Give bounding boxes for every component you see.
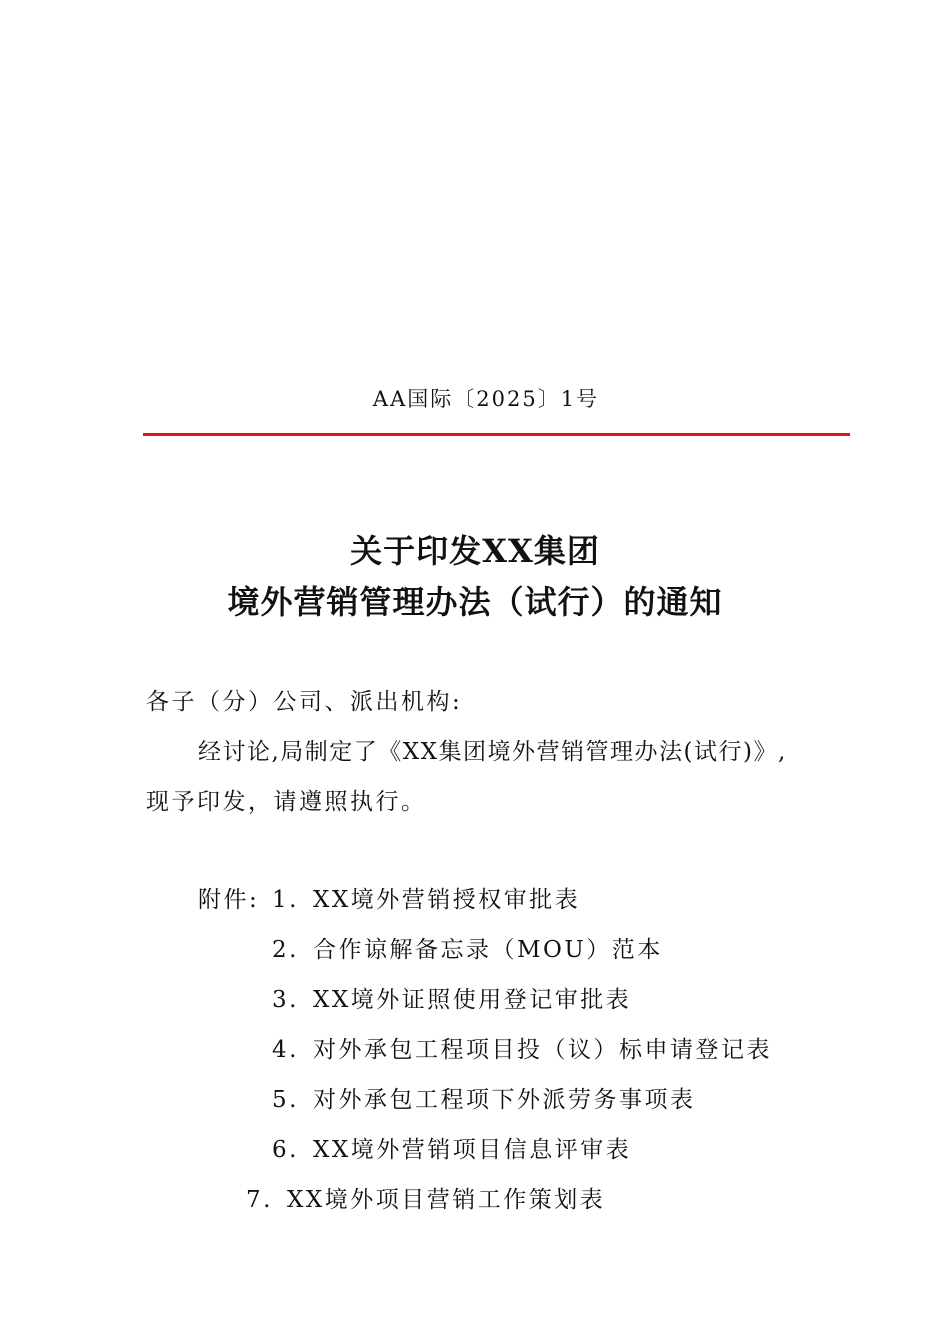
document-number: AA国际〔2025〕1号 <box>372 387 600 411</box>
attachment-item-4 <box>272 1031 772 1064</box>
body-paragraph-line-2: 现予印发，请遵照执行。 <box>146 789 427 815</box>
attachment-item-3 <box>272 981 631 1014</box>
attachment-item-1 <box>272 881 580 914</box>
title-line-2: 境外营销管理办法（试行）的通知 <box>227 583 723 621</box>
body-paragraph-line-1: 经讨论,局制定了《XX集团境外营销管理办法(试行)》, <box>198 739 787 765</box>
attachments-label: 附件: <box>198 887 260 913</box>
salutation: 各子（分）公司、派出机构: <box>146 689 463 715</box>
attachment-title: XX境外营销授权审批表 <box>312 887 581 913</box>
attachment-number: 2. <box>272 937 299 963</box>
title-line-1: 关于印发XX集团 <box>350 532 600 570</box>
attachment-number: 6. <box>272 1137 299 1163</box>
attachment-title: XX境外营销项目信息评审表 <box>312 1137 632 1163</box>
attachment-number: 4. <box>272 1037 299 1063</box>
attachment-item-6 <box>272 1131 631 1164</box>
attachment-title: 对外承包工程项下外派劳务事项表 <box>312 1087 696 1113</box>
attachment-item-7 <box>246 1181 605 1214</box>
attachment-number: 7. <box>246 1187 273 1213</box>
attachment-number: 1. <box>272 887 299 913</box>
attachment-title: XX境外证照使用登记审批表 <box>312 987 632 1013</box>
attachment-title: 合作谅解备忘录（MOU）范本 <box>312 937 663 963</box>
red-header-rule <box>143 433 850 436</box>
attachment-title: XX境外项目营销工作策划表 <box>286 1187 606 1213</box>
attachment-item-5 <box>272 1081 695 1114</box>
attachment-number: 5. <box>272 1087 299 1113</box>
attachment-item-2 <box>272 931 663 964</box>
attachment-number: 3. <box>272 987 299 1013</box>
attachment-title: 对外承包工程项目投（议）标申请登记表 <box>312 1037 772 1063</box>
